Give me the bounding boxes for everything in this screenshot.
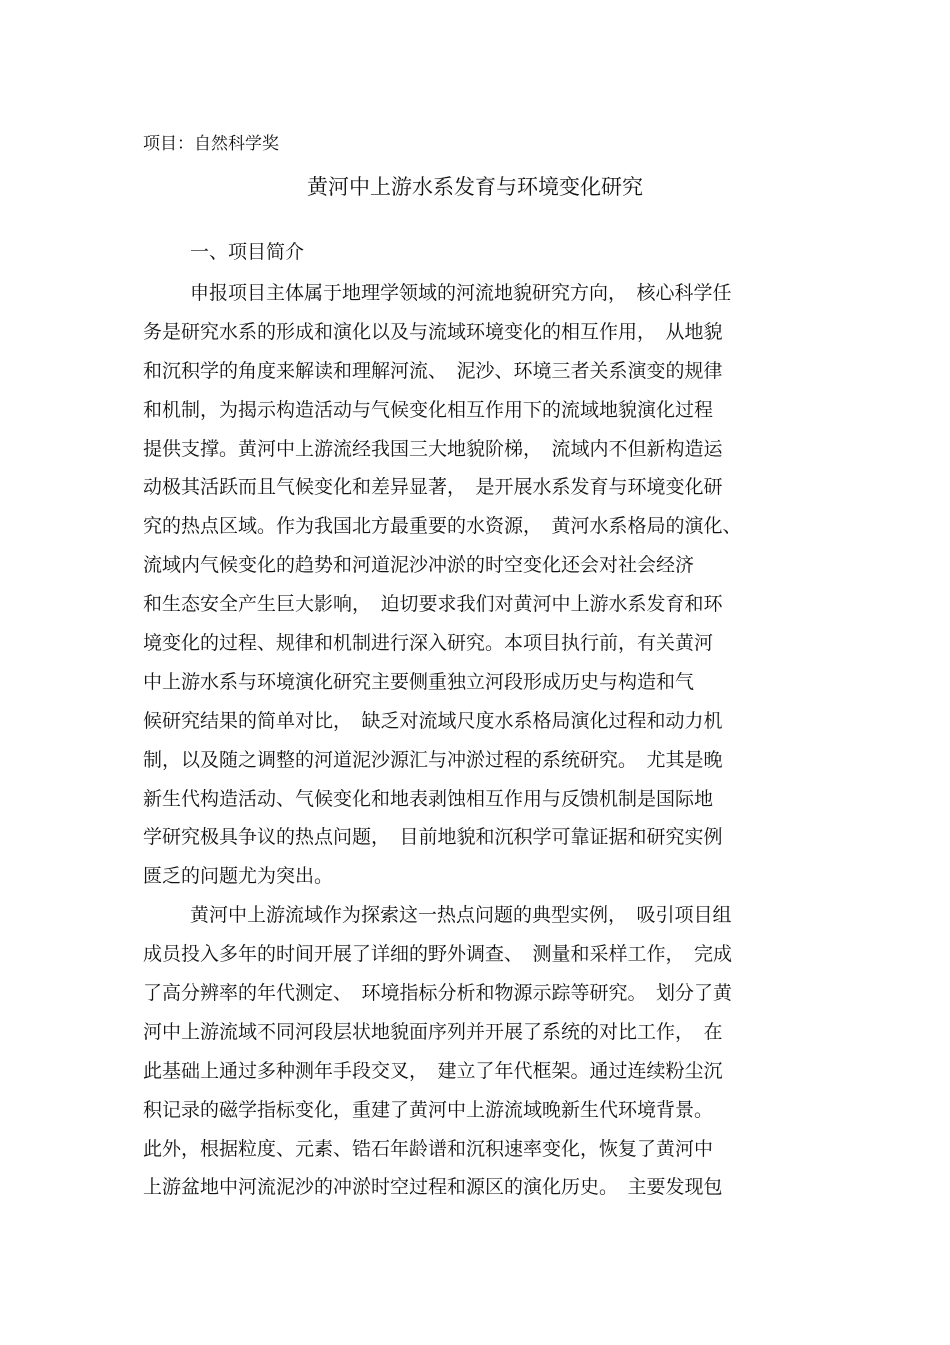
paragraph-1-line: 提供支撑。黄河中上游流经我国三大地貌阶梯， 流域内不但新构造运 bbox=[143, 437, 723, 460]
paragraph-2-line: 成员投入多年的时间开展了详细的野外调查、 测量和采样工作， 完成 bbox=[143, 943, 733, 966]
paragraph-2-line: 了高分辨率的年代测定、 环境指标分析和物源示踪等研究。 划分了黄 bbox=[143, 982, 733, 1005]
paragraph-1-line: 流域内气候变化的趋势和河道泥沙冲淤的时空变化还会对社会经济 bbox=[143, 554, 695, 577]
paragraph-2-line: 上游盆地中河流泥沙的冲淤时空过程和源区的演化历史。 主要发现包 bbox=[143, 1176, 723, 1199]
paragraph-2-line: 此基础上通过多种测年手段交叉， 建立了年代框架。通过连续粉尘沉 bbox=[143, 1059, 723, 1082]
document-title: 黄河中上游水系发育与环境变化研究 bbox=[307, 175, 643, 199]
paragraph-2-line: 此外，根据粒度、元素、锆石年龄谱和沉积速率变化，恢复了黄河中 bbox=[143, 1137, 714, 1160]
paragraph-1-line: 和沉积学的角度来解读和理解河流、 泥沙、环境三者关系演变的规律 bbox=[143, 359, 723, 382]
project-label: 项目：自然科学奖 bbox=[143, 134, 279, 154]
paragraph-1-line: 和生态安全产生巨大影响， 迫切要求我们对黄河中上游水系发育和环 bbox=[143, 593, 723, 616]
paragraph-1-line: 动极其活跃而且气候变化和差异显著， 是开展水系发育与环境变化研 bbox=[143, 476, 723, 499]
paragraph-1-line: 申报项目主体属于地理学领域的河流地貌研究方向， 核心科学任 bbox=[190, 282, 732, 304]
paragraph-2-line: 积记录的磁学指标变化，重建了黄河中上游流域晚新生代环境背景。 bbox=[143, 1098, 714, 1121]
paragraph-1-line: 境变化的过程、规律和机制进行深入研究。本项目执行前，有关黄河 bbox=[143, 632, 714, 655]
paragraph-1-line: 和机制，为揭示构造活动与气候变化相互作用下的流域地貌演化过程 bbox=[143, 398, 714, 421]
paragraph-1-line: 匮乏的问题尤为突出。 bbox=[143, 865, 334, 888]
section-heading: 一、项目简介 bbox=[190, 241, 305, 263]
paragraph-1-line: 学研究极具争议的热点问题， 目前地貌和沉积学可靠证据和研究实例 bbox=[143, 826, 723, 849]
paragraph-1-line: 中上游水系与环境演化研究主要侧重独立河段形成历史与构造和气 bbox=[143, 670, 695, 693]
paragraph-1-line: 新生代构造活动、气候变化和地表剥蚀相互作用与反馈机制是国际地 bbox=[143, 787, 714, 810]
paragraph-1-line: 究的热点区域。作为我国北方最重要的水资源， 黄河水系格局的演化、 bbox=[143, 515, 742, 538]
paragraph-2-line: 黄河中上游流域作为探索这一热点问题的典型实例， 吸引项目组 bbox=[190, 904, 732, 927]
paragraph-1-line: 制，以及随之调整的河道泥沙源汇与冲淤过程的系统研究。 尤其是晚 bbox=[143, 748, 723, 771]
paragraph-1-line: 务是研究水系的形成和演化以及与流域环境变化的相互作用， 从地貌 bbox=[143, 320, 723, 343]
body-text bbox=[143, 274, 823, 1207]
paragraph-1-line: 候研究结果的简单对比， 缺乏对流域尺度水系格局演化过程和动力机 bbox=[143, 709, 723, 732]
paragraph-2-line: 河中上游流域不同河段层状地貌面序列并开展了系统的对比工作， 在 bbox=[143, 1020, 723, 1043]
